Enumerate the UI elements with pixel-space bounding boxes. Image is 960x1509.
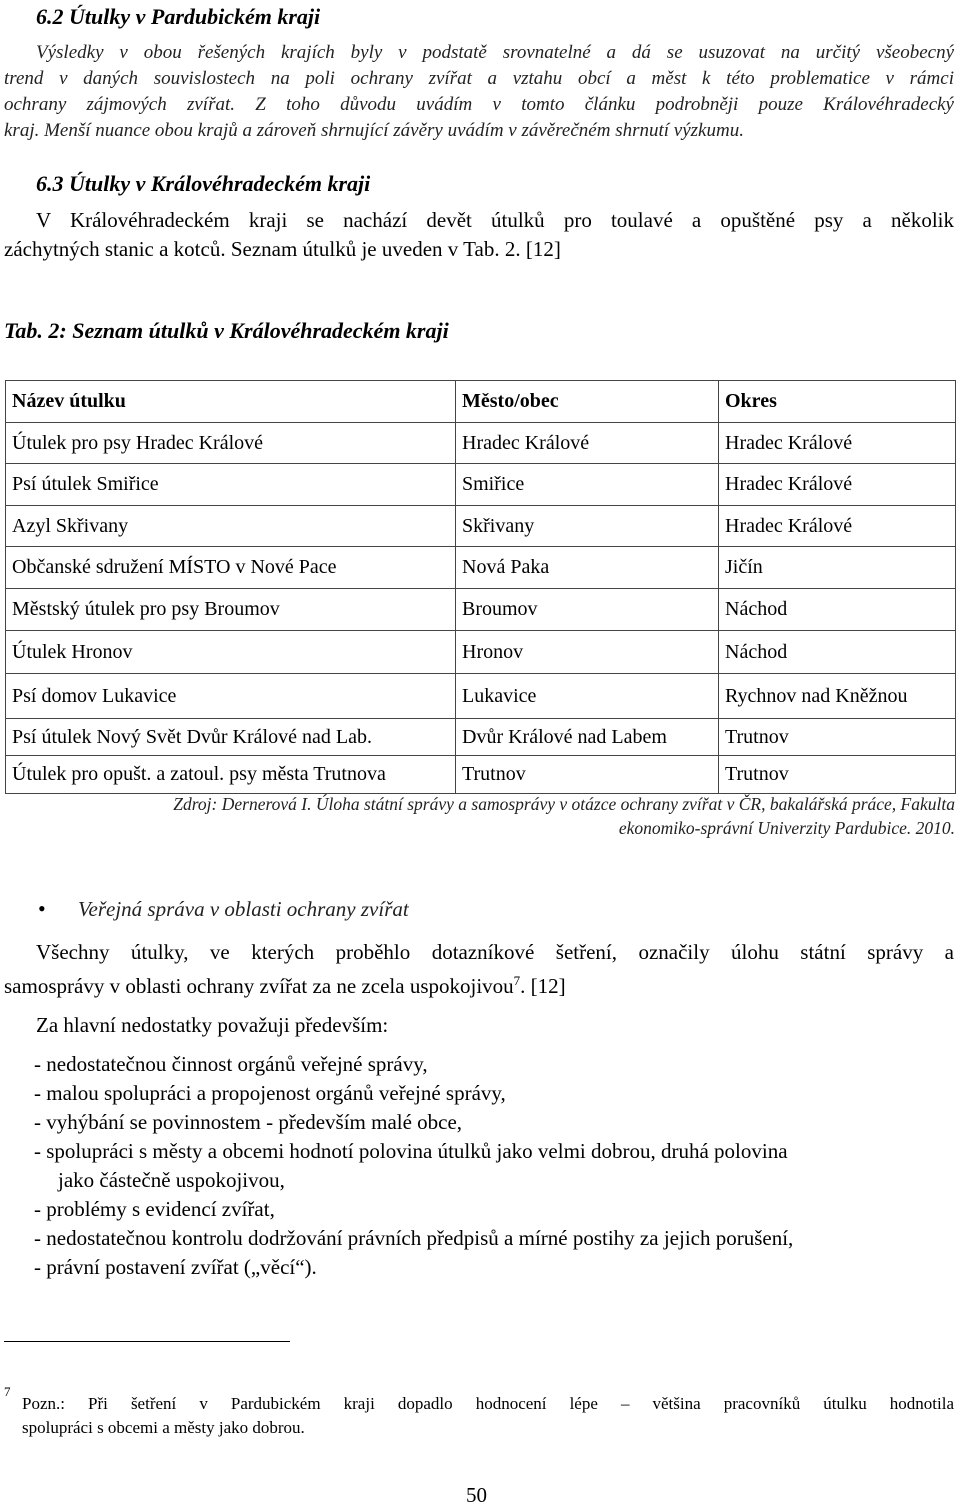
cell-town: Broumov	[456, 589, 719, 631]
paragraph-line: trend v daných souvislostech na poli ochrany zvířat a vztahu obcí a měst k této problematice v rámci	[4, 68, 954, 89]
list-item: - právní postavení zvířat („věcí“).	[34, 1255, 317, 1279]
header-cell-town: Město/obec	[456, 381, 719, 423]
footnote-mark: 7	[4, 1384, 11, 1399]
cell-town: Dvůr Králové nad Labem	[456, 719, 719, 756]
table-row	[6, 464, 956, 506]
paragraph-line: ochrany zájmových zvířat. Z toho důvodu uvádím v tomto článku podrobněji pouze Královéhradecký	[4, 94, 954, 115]
cell-town: Smiřice	[456, 464, 719, 506]
section-heading-6-2: 6.2 Útulky v Pardubickém kraji	[36, 4, 321, 29]
table-row	[6, 547, 956, 589]
paragraph-line	[4, 967, 566, 1000]
shelter-table	[5, 380, 956, 794]
cell-district: Hradec Králové	[719, 464, 956, 506]
paragraph-line: Výsledky v obou řešených krajích byly v podstatě srovnatelné a dá se usuzovat na určitý všeobecný	[36, 42, 954, 63]
list-item: - malou spolupráci a propojenost orgánů veřejné správy,	[34, 1081, 506, 1105]
cell-name: Útulek pro opušt. a zatoul. psy města Trutnova	[6, 756, 456, 794]
page-number: 50	[466, 1483, 487, 1507]
list-item: - problémy s evidencí zvířat,	[34, 1197, 275, 1221]
bullet-icon: •	[38, 896, 46, 921]
header-cell-name: Název útulku	[6, 381, 456, 423]
cell-town: Hronov	[456, 631, 719, 674]
paragraph-line: záchytných stanic a kotců. Seznam útulků je uveden v Tab. 2. [12]	[4, 237, 561, 261]
table-source-line: ekonomiko-správní Univerzity Pardubice. 2010.	[618, 818, 955, 838]
cell-name: Azyl Skřivany	[6, 506, 456, 547]
cell-district: Rychnov nad Kněžnou	[719, 674, 956, 719]
paragraph-line: kraj. Menší nuance obou krajů a zároveň shrnující závěry uvádím v závěrečném shrnutí výzkumu.	[4, 120, 744, 141]
list-item: - vyhýbání se povinnostem - především malé obce,	[34, 1110, 463, 1134]
table-row	[6, 423, 956, 464]
table-row	[6, 631, 956, 674]
header-cell-district: Okres	[719, 381, 956, 423]
cell-name: Psí domov Lukavice	[6, 674, 456, 719]
table-row	[6, 756, 956, 794]
cell-town: Skřivany	[456, 506, 719, 547]
cell-district: Náchod	[719, 631, 956, 674]
paragraph-line: Všechny útulky, ve kterých proběhlo dotazníkové šetření, označily úlohu státní správy a	[36, 940, 954, 964]
footnote-reference: 7	[513, 973, 521, 988]
cell-town: Trutnov	[456, 756, 719, 794]
cell-district: Trutnov	[719, 756, 956, 794]
cell-town: Nová Paka	[456, 547, 719, 589]
table-caption: Tab. 2: Seznam útulků v Královéhradeckém kraji	[4, 318, 449, 343]
subsection-heading: Veřejná správa v oblasti ochrany zvířat	[78, 897, 409, 921]
list-item: - spolupráci s městy a obcemi hodnotí polovina útulků jako velmi dobrou, druhá polovina	[34, 1139, 788, 1163]
cell-town: Lukavice	[456, 674, 719, 719]
cell-district: Hradec Králové	[719, 423, 956, 464]
table-row	[6, 589, 956, 631]
section-heading-6-3: 6.3 Útulky v Královéhradeckém kraji	[36, 171, 371, 196]
table-row	[6, 674, 956, 719]
list-item: - nedostatečnou činnost orgánů veřejné správy,	[34, 1052, 428, 1076]
cell-district: Jičín	[719, 547, 956, 589]
paragraph-text: samosprávy v oblasti ochrany zvířat za ne zcela uspokojivou	[4, 974, 514, 998]
cell-name: Psí útulek Nový Svět Dvůr Králové nad Lab.	[6, 719, 456, 756]
cell-town: Hradec Králové	[456, 423, 719, 464]
cell-district: Trutnov	[719, 719, 956, 756]
cell-name: Občanské sdružení MÍSTO v Nové Pace	[6, 547, 456, 589]
paragraph-text-end: . [12]	[520, 974, 566, 998]
list-item: - nedostatečnou kontrolu dodržování právních předpisů a mírné postihy za jejich porušení,	[34, 1226, 794, 1250]
footnote-separator	[4, 1341, 290, 1342]
cell-name: Psí útulek Smiřice	[6, 464, 456, 506]
list-intro: Za hlavní nedostatky považuji především:	[36, 1013, 389, 1037]
table-header-row	[6, 381, 956, 423]
list-item-continuation: jako částečně uspokojivou,	[58, 1168, 285, 1192]
cell-district: Náchod	[719, 589, 956, 631]
table-row	[6, 506, 956, 547]
cell-name: Útulek pro psy Hradec Králové	[6, 423, 456, 464]
footnote-line: Pozn.: Při šetření v Pardubickém kraji dopadlo hodnocení lépe – většina pracovníků útulku hodnotila	[22, 1394, 954, 1413]
cell-name: Útulek Hronov	[6, 631, 456, 674]
deficiency-list	[34, 1050, 793, 1282]
table-row	[6, 719, 956, 756]
cell-district: Hradec Králové	[719, 506, 956, 547]
paragraph-line: V Královéhradeckém kraji se nachází devět útulků pro toulavé a opuštěné psy a několik	[36, 208, 954, 232]
table-source-line: Zdroj: Dernerová I. Úloha státní správy a samosprávy v otázce ochrany zvířat v ČR, bakalářská práce, Fakulta	[173, 794, 955, 814]
footnote-line: spolupráci s obcemi a městy jako dobrou.	[22, 1418, 305, 1437]
cell-name: Městský útulek pro psy Broumov	[6, 589, 456, 631]
